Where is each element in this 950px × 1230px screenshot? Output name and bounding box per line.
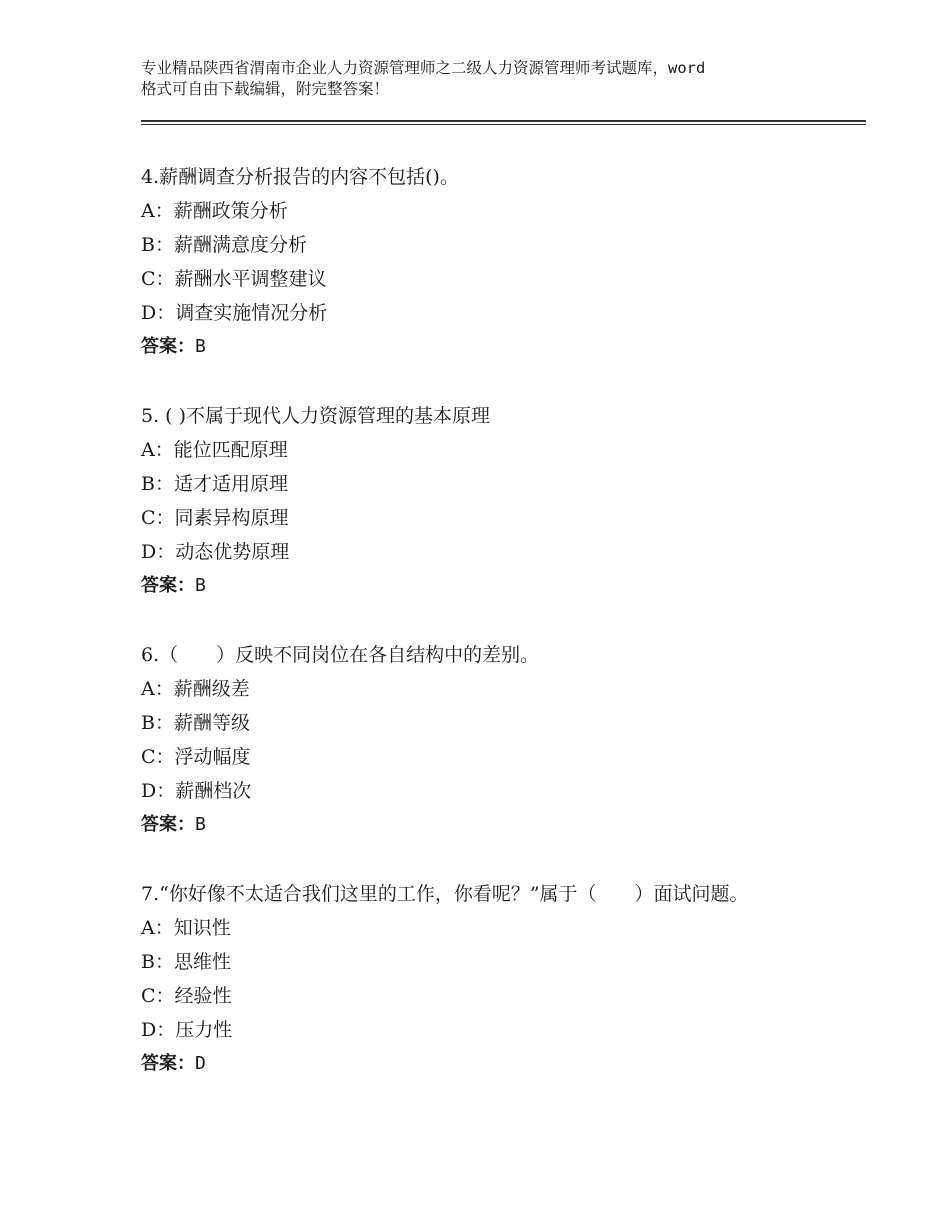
option-b: B：薪酬等级 — [141, 712, 250, 734]
option-a: A：能位匹配原理 — [141, 439, 288, 461]
answer — [141, 1047, 841, 1081]
answer-label: 答案： — [141, 814, 195, 835]
header-line-1: 专业精品陕西省渭南市企业人力资源管理师之二级人力资源管理师考试题库，word — [141, 59, 706, 77]
answer-value: B — [195, 336, 206, 357]
option-c: C：同素异构原理 — [141, 507, 289, 529]
answer — [141, 569, 841, 603]
option-d: D：调查实施情况分析 — [141, 302, 328, 324]
option-a: A：薪酬级差 — [141, 678, 250, 700]
option-c: C：经验性 — [141, 985, 232, 1007]
answer-label: 答案： — [141, 575, 195, 596]
question-5 — [141, 399, 841, 603]
option-a: A：知识性 — [141, 917, 231, 939]
question-stem: 6.（ ）反映不同岗位在各自结构中的差别。 — [141, 644, 540, 666]
document-header — [141, 58, 841, 100]
answer — [141, 330, 841, 364]
question-list — [141, 160, 841, 1116]
question-7 — [141, 877, 841, 1081]
question-stem: 5. ( )不属于现代人力资源管理的基本原理 — [141, 405, 491, 427]
answer-label: 答案： — [141, 1053, 195, 1074]
answer-label: 答案： — [141, 336, 195, 357]
question-stem: 4.薪酬调查分析报告的内容不包括()。 — [141, 166, 459, 188]
answer-value: B — [195, 814, 206, 835]
header-line-2: 格式可自由下载编辑，附完整答案！ — [141, 80, 390, 98]
option-d: D：压力性 — [141, 1019, 233, 1041]
answer — [141, 808, 841, 842]
option-b: B：思维性 — [141, 951, 231, 973]
answer-value: D — [195, 1053, 206, 1074]
question-stem: 7.“你好像不太适合我们这里的工作，你看呢？”属于（ ）面试问题。 — [141, 883, 749, 905]
option-d: D：动态优势原理 — [141, 541, 290, 563]
option-d: D：薪酬档次 — [141, 780, 252, 802]
option-b: B：适才适用原理 — [141, 473, 288, 495]
option-a: A：薪酬政策分析 — [141, 200, 288, 222]
header-divider-thick — [141, 120, 866, 122]
option-b: B：薪酬满意度分析 — [141, 234, 307, 256]
option-c: C：浮动幅度 — [141, 746, 251, 768]
header-divider-thin — [141, 124, 866, 125]
answer-value: B — [195, 575, 206, 596]
option-c: C：薪酬水平调整建议 — [141, 268, 327, 290]
question-6 — [141, 638, 841, 842]
question-4 — [141, 160, 841, 364]
